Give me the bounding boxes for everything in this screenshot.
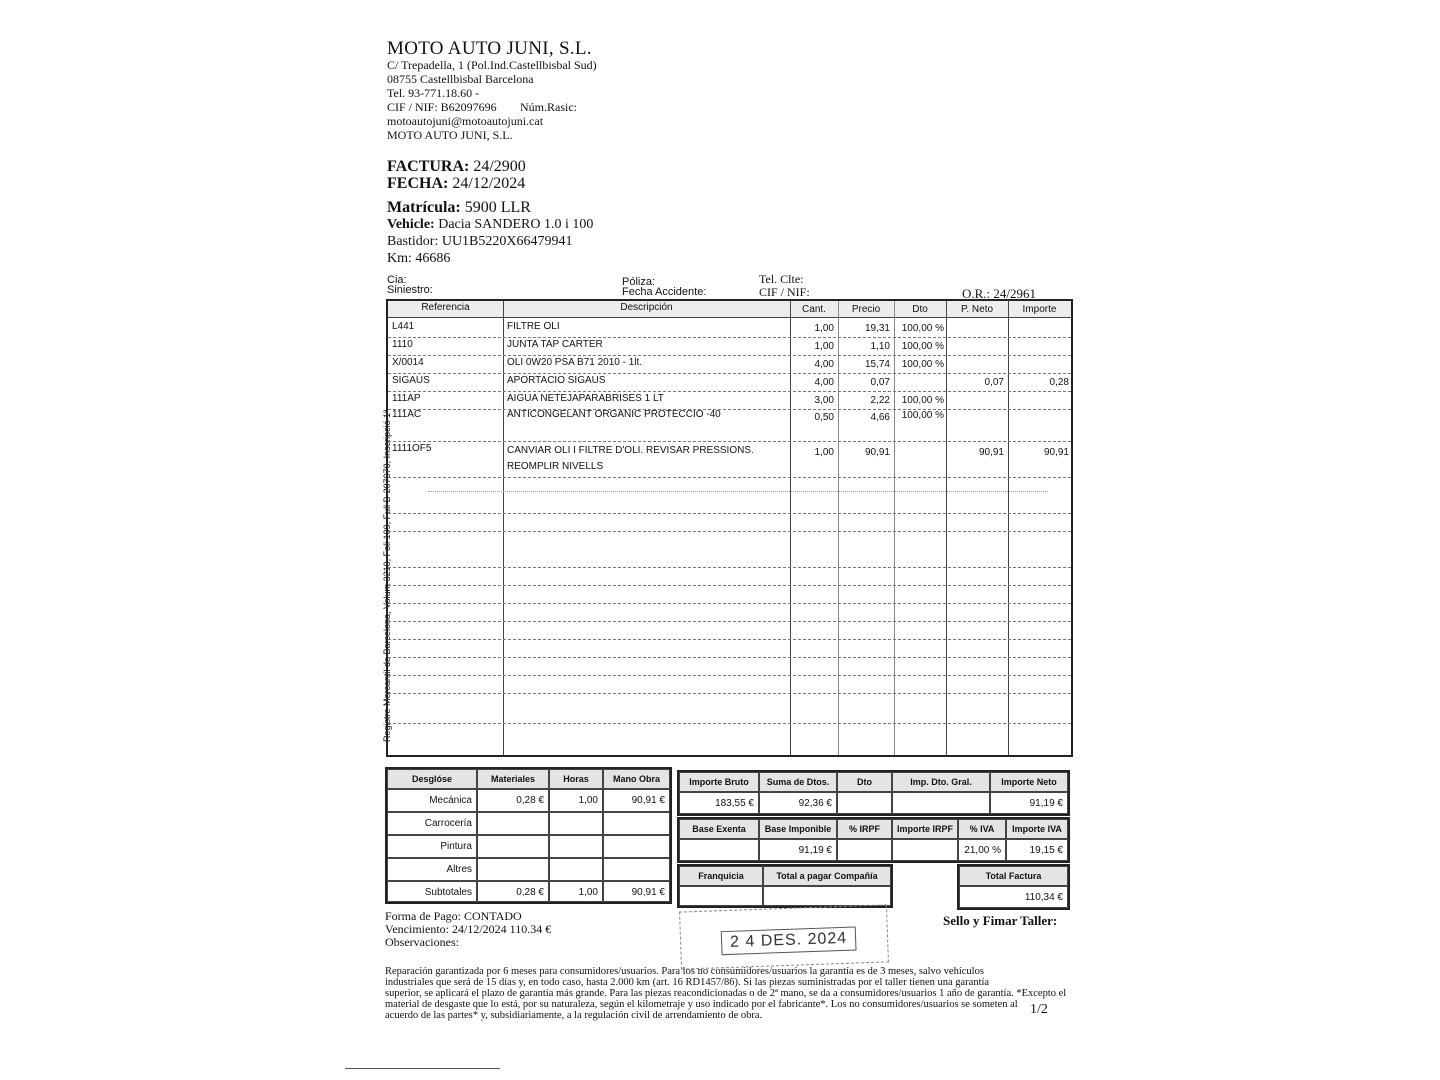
company-rasic: Núm.Rasic: [520, 100, 577, 114]
vencimiento: Vencimiento: 24/12/2024 110.34 € [385, 922, 552, 936]
desglose-row-mano [603, 858, 670, 881]
row-desc: ANTICONGELANT ORGANIC PROTECCIO -40 [507, 409, 721, 420]
km: Km: 46686 [387, 251, 451, 266]
row-cant: 1,00 [814, 447, 834, 458]
fecha-accidente-label: Fecha Accidente: [622, 286, 707, 298]
base-exenta-value [679, 839, 759, 861]
row-dto: 100,00 % [901, 341, 944, 352]
footer-line-1: Reparación garantizada por 6 meses para consumidores/usuarios. Para los no consumidores/usuarios la garantía es de 3 meses, salvo vehículos [385, 966, 984, 977]
siniestro-label: Siniestro: [387, 284, 433, 296]
desglose-row-materiales [477, 812, 549, 835]
page-number: 1/2 [1030, 1002, 1048, 1017]
desglose-table [385, 767, 672, 904]
col-sep [1008, 301, 1009, 755]
col-cant: Cant. [802, 304, 826, 315]
iva-pct: 21,00 % [958, 839, 1006, 861]
compania-table [677, 864, 893, 908]
row-guide [388, 567, 1071, 568]
row-precio: 90,91 [864, 447, 890, 458]
observaciones: Observaciones: [385, 935, 459, 949]
or-label: O.R.: [962, 286, 991, 301]
stamp-date: 2 4 DES. 2024 [721, 926, 857, 955]
row-desc: AIGUA NETEJAPARABRISES 1 LT [507, 393, 664, 404]
total-factura: 110,34 € [959, 886, 1068, 908]
matricula-line [387, 199, 531, 217]
desglose-row-label: Altres [387, 858, 477, 881]
desglose-col-horas: Horas [549, 769, 603, 789]
total-compania-value [763, 886, 891, 906]
importe-iva-label: Importe IVA [1006, 819, 1068, 839]
total-factura-table [957, 864, 1070, 910]
totals-iva-table [677, 817, 1070, 863]
row-guide [388, 409, 1071, 410]
row-guide [388, 603, 1071, 604]
registry-side-text: Registre Mercantil de Barcelona, Volum 3210, Foli 109, Full B-207070, Inscripció 1ª [382, 409, 392, 742]
row-cant: 3,00 [814, 395, 834, 406]
row-guide [388, 513, 1071, 514]
row-ref: 1110 [392, 339, 413, 350]
row-precio: 19,31 [864, 323, 890, 334]
bastidor: Bastidor: UU1B5220X66479941 [387, 234, 573, 249]
irpf-pct-label: % IRPF [837, 819, 892, 839]
col-sep [946, 301, 947, 755]
row-importe: 90,91 [1043, 447, 1069, 458]
company-cif: CIF / NIF: B62097696 [387, 100, 497, 114]
scan-noise [428, 491, 1048, 492]
total-factura-label: Total Factura [959, 866, 1068, 886]
factura-line [387, 158, 526, 176]
irpf-pct-value [837, 839, 892, 861]
row-cant: 0,50 [814, 412, 834, 423]
row-precio: 4,66 [870, 412, 890, 423]
company-name: MOTO AUTO JUNI, S.L. [387, 38, 592, 59]
desglose-col-materiales: Materiales [477, 769, 549, 789]
importe-bruto-label: Importe Bruto [679, 772, 759, 792]
row-precio: 0,07 [870, 377, 890, 388]
row-desc-2: REOMPLIR NIVELLS [507, 461, 604, 472]
imp-dto-gral-value [892, 792, 990, 814]
desglose-row-materiales [477, 835, 549, 858]
row-cant: 4,00 [814, 377, 834, 388]
scan-edge-line [345, 1068, 500, 1069]
row-dto: 100,00 % [901, 323, 944, 334]
row-guide [388, 639, 1071, 640]
row-dto: 100,00 % [901, 410, 944, 421]
col-dto: Dto [912, 304, 928, 315]
desglose-row-mano: 90,91 € [603, 881, 670, 902]
desglose-row-label: Carrocería [387, 812, 477, 835]
dto-value [837, 792, 892, 814]
vehicle-label: Vehicle: [387, 217, 435, 232]
forma-pago: Forma de Pago: CONTADO [385, 909, 522, 923]
factura-value: 24/2900 [473, 158, 526, 175]
row-cant: 4,00 [814, 359, 834, 370]
fecha-line [387, 175, 525, 193]
col-sep [503, 301, 504, 755]
importe-irpf-label: Importe IRPF [892, 819, 958, 839]
col-importe: Importe [1022, 304, 1057, 315]
footer-line-2: industriales que será de 15 días y, en todo caso, hasta 2.000 km (art. 16 RD1457/86). Si las piezas suministradas por el taller tienen una garantía [385, 977, 990, 988]
sello-firma-label: Sello y Fimar Taller: [943, 913, 1058, 928]
suma-dtos-label: Suma de Dtos. [759, 772, 837, 792]
base-imponible-label: Base Imponible [759, 819, 837, 839]
imp-dto-gral-label: Imp. Dto. Gral. [892, 772, 990, 792]
row-cant: 1,00 [814, 323, 834, 334]
row-guide [388, 441, 1071, 442]
franquicia-label: Franquicia [679, 866, 763, 886]
row-guide [388, 693, 1071, 694]
importe-neto-label: Importe Neto [990, 772, 1068, 792]
desglose-row-materiales: 0,28 € [477, 789, 549, 812]
row-ref: L441 [392, 321, 415, 332]
suma-dtos: 92,36 € [759, 792, 837, 814]
base-imponible: 91,19 € [759, 839, 837, 861]
row-guide [388, 723, 1071, 724]
desglose-row-label: Subtotales [387, 881, 477, 902]
row-ref: X/0014 [392, 357, 424, 368]
or-value: 24/2961 [993, 286, 1037, 301]
vehicle-value: Dacia SANDERO 1.0 i 100 [438, 217, 594, 232]
col-p-neto: P. Neto [960, 304, 994, 315]
desglose-row-horas [549, 812, 603, 835]
col-descripcion: Descripción [620, 302, 673, 313]
row-ref: 111AC [392, 409, 422, 420]
company-city: 08755 Castellbisbal Barcelona [387, 72, 534, 86]
fecha-label: FECHA: [387, 175, 449, 192]
company-address: C/ Trepadella, 1 (Pol.Ind.Castellbisbal Sud) [387, 58, 597, 72]
company-name-2: MOTO AUTO JUNI, S.L. [387, 128, 513, 142]
desglose-row-horas: 1,00 [549, 789, 603, 812]
row-guide [388, 337, 1071, 338]
desglose-row-horas [549, 835, 603, 858]
desglose-row-mano: 90,91 € [603, 789, 670, 812]
importe-bruto: 183,55 € [679, 792, 759, 814]
fecha-value: 24/12/2024 [452, 175, 526, 192]
row-desc: FILTRE OLI [507, 321, 560, 332]
row-ref: 1111OF5 [392, 443, 432, 454]
desglose-row-materiales [477, 858, 549, 881]
row-guide [388, 585, 1071, 586]
row-neto: 90,91 [978, 447, 1004, 458]
desglose-col-mano: Mano Obra [603, 769, 670, 789]
poliza-label: Póliza: [622, 276, 656, 288]
desglose-row-horas [549, 858, 603, 881]
factura-label: FACTURA: [387, 158, 470, 175]
desglose-col-label: Desglóse [387, 769, 477, 789]
tel-clte-label: Tel. Clte: [759, 272, 804, 286]
importe-irpf-value [892, 839, 958, 861]
row-guide [388, 531, 1071, 532]
row-ref: 111AP [392, 393, 421, 404]
row-precio: 15,74 [864, 359, 890, 370]
total-compania-label: Total a pagar Compañía [763, 866, 891, 886]
row-guide [388, 391, 1071, 392]
row-desc: JUNTA TAP CARTER [507, 339, 603, 350]
col-referencia: Referencia [421, 302, 470, 313]
dto-label: Dto [837, 772, 892, 792]
base-exenta-label: Base Exenta [679, 819, 759, 839]
desglose-row-mano [603, 812, 670, 835]
company-email: motoautojuni@motoautojuni.cat [387, 114, 544, 128]
cia-label: Cia: [387, 274, 407, 286]
row-guide [388, 355, 1071, 356]
row-guide [388, 477, 1071, 478]
col-precio: Precio [851, 304, 881, 315]
footer-line-5: acuerdo de las partes* y, subsidiariamente, a la regulación civil de arrendamiento de obra. [385, 1010, 763, 1021]
cif-nif-label: CIF / NIF: [759, 285, 810, 299]
date-stamp [679, 904, 889, 969]
footer-line-3: superior, se aplicará el plazo de garantía más grande. Para las piezas reacondicionadas o de 2ª mano, se da a consumidores/usuarios 1 año de garantía. *Excepto el [385, 988, 1067, 999]
matricula-label: Matrícula: [387, 199, 461, 216]
row-precio: 2,22 [870, 395, 890, 406]
importe-iva: 19,15 € [1006, 839, 1068, 861]
row-precio: 1,10 [870, 341, 890, 352]
desglose-row-label: Pintura [387, 835, 477, 858]
matricula-value: 5900 LLR [464, 199, 531, 216]
desglose-row-mano [603, 835, 670, 858]
desglose-row-label: Mecánica [387, 789, 477, 812]
row-desc: OLI 0W20 PSA B71 2010 - 1lt. [507, 357, 643, 368]
totals-bruto-table [677, 770, 1070, 816]
row-importe: 0,28 [1049, 377, 1069, 388]
row-desc: CANVIAR OLI I FILTRE D'OLI. REVISAR PRESSIONS. [507, 445, 754, 456]
row-neto: 0,07 [984, 377, 1004, 388]
row-dto: 100,00 % [901, 359, 944, 370]
footer-line-4: material de desgaste que lo está, por su naturaleza, según el kilometraje y uso indicado por el fabricante*. Los no consumidores/usuarios se someten al [385, 999, 1018, 1010]
row-guide [388, 657, 1071, 658]
iva-pct-label: % IVA [958, 819, 1006, 839]
vehicle-line [387, 217, 593, 233]
desglose-row-horas: 1,00 [549, 881, 603, 902]
row-desc: APORTACIO SIGAUS [507, 375, 606, 386]
desglose-row-materiales: 0,28 € [477, 881, 549, 902]
row-guide [388, 621, 1071, 622]
row-guide [388, 675, 1071, 676]
importe-neto: 91,19 € [990, 792, 1068, 814]
row-cant: 1,00 [814, 341, 834, 352]
franquicia-value [679, 886, 763, 906]
company-tel: Tel. 93-771.18.60 - [387, 86, 480, 100]
row-dto: 100,00 % [901, 395, 944, 406]
row-guide [388, 373, 1071, 374]
row-ref: SIGAUS [392, 375, 430, 386]
items-table [386, 299, 1073, 757]
